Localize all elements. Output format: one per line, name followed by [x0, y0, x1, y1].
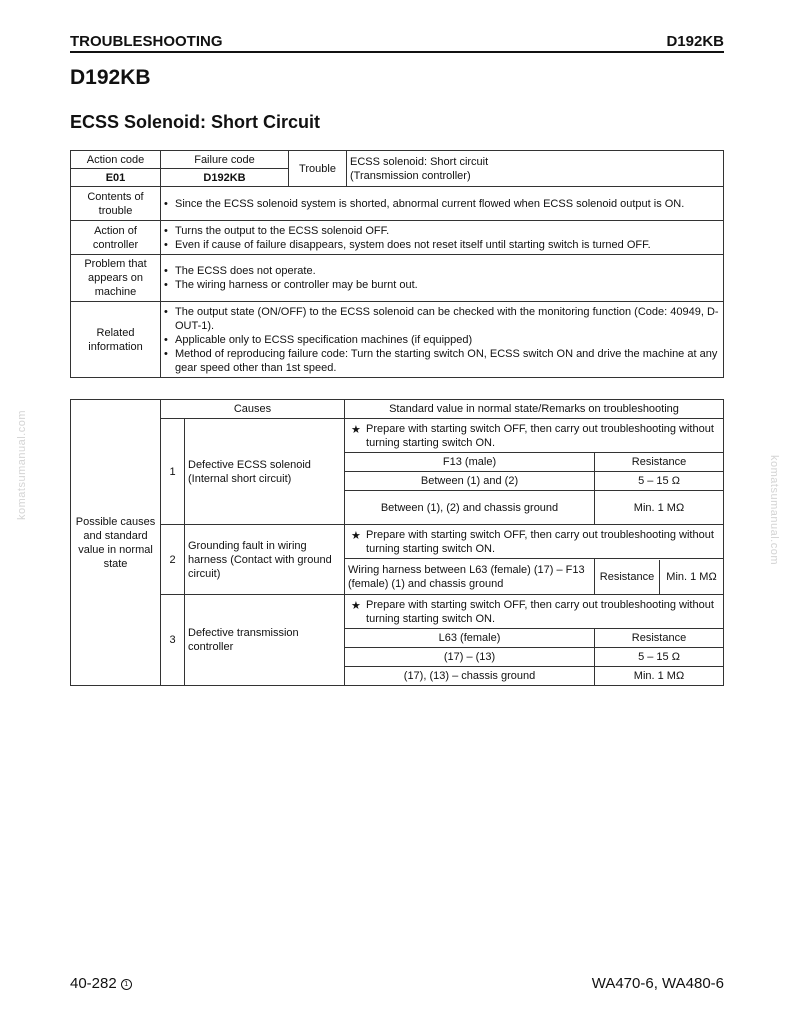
connector-header: F13 (male) [345, 453, 595, 472]
trouble-description [347, 151, 724, 187]
problem-on-machine-label: Problem that appears on machine [71, 255, 161, 302]
failure-info-table [70, 150, 724, 378]
related-information-label: Related information [71, 302, 161, 378]
standard-value: Min. 1 MΩ [595, 491, 724, 525]
action-code-label: Action code [71, 151, 161, 169]
standard-value: 5 – 15 Ω [595, 472, 724, 491]
cause-number: 1 [161, 419, 185, 525]
cause-name: Grounding fault in wiring harness (Contact with ground circuit) [185, 525, 345, 595]
action-of-controller [161, 221, 724, 255]
bullet-text: • The output state (ON/OFF) to the ECSS solenoid can be checked with the monitoring function (Code: 40949, D-OUT-1). [164, 305, 720, 333]
bullet-text: • Method of reproducing failure code: Turn the starting switch ON, ECSS switch ON and drive the machine at any gear speed other than 1st speed. [164, 347, 720, 375]
revision-mark: 1 [121, 979, 132, 990]
header-section: TROUBLESHOOTING [70, 33, 223, 50]
bullet-text: • The wiring harness or controller may be burnt out. [164, 278, 720, 292]
measurement-header: Resistance [595, 629, 724, 648]
standard-value-text: Min. 1 MΩ [666, 570, 717, 583]
section-title: ECSS Solenoid: Short Circuit [70, 112, 321, 132]
trouble-line-1: ECSS solenoid: Short circuit [350, 155, 489, 168]
related-information [161, 302, 724, 378]
measurement-point: Wiring harness between L63 (female) (17) – F13 (female) (1) and chassis ground [345, 559, 595, 595]
failure-code-title: D192KB [70, 66, 151, 89]
page-header [70, 33, 724, 53]
watermark-right: komatsumanual.com [768, 455, 780, 565]
preparation-note [345, 419, 724, 453]
bullet-text: • Applicable only to ECSS specification machines (if equipped) [164, 333, 720, 347]
bullet-text: • The ECSS does not operate. [164, 264, 720, 278]
measurement-header: Resistance [595, 453, 724, 472]
connector-header: L63 (female) [345, 629, 595, 648]
bullet-text: • Turns the output to the ECSS solenoid OFF. [164, 224, 720, 238]
note-text: Prepare with starting switch OFF, then carry out troubleshooting without turning starting switch ON. [366, 422, 714, 449]
note-text: Prepare with starting switch OFF, then carry out troubleshooting without turning starting switch ON. [366, 528, 714, 555]
cause-number: 2 [161, 525, 185, 595]
contents-of-trouble-label: Contents of trouble [71, 187, 161, 221]
star-icon: ★ [351, 529, 361, 542]
problem-on-machine [161, 255, 724, 302]
contents-of-trouble [161, 187, 724, 221]
measurement-point: (17), (13) – chassis ground [345, 667, 595, 686]
trouble-line-2: (Transmission controller) [350, 169, 471, 182]
causes-header: Causes [161, 400, 345, 419]
preparation-note [345, 595, 724, 629]
cause-number: 3 [161, 595, 185, 686]
note-text: Prepare with starting switch OFF, then carry out troubleshooting without turning starting switch ON. [366, 598, 714, 625]
failure-code-label: Failure code [161, 151, 289, 169]
standard-value-header: Standard value in normal state/Remarks on troubleshooting [345, 400, 724, 419]
page-number-text: 40-282 [70, 975, 117, 992]
page-number [70, 975, 132, 992]
bullet-text: • Even if cause of failure disappears, system does not reset itself until starting switch is turned OFF. [164, 238, 720, 252]
standard-value: 5 – 15 Ω [595, 648, 724, 667]
possible-causes-label: Possible causes and standard value in normal state [71, 400, 161, 686]
failure-code-value: D192KB [161, 169, 289, 187]
model-names: WA470-6, WA480-6 [591, 975, 724, 992]
preparation-note [345, 525, 724, 559]
measurement-point: Between (1), (2) and chassis ground [345, 491, 595, 525]
action-of-controller-label: Action of controller [71, 221, 161, 255]
measurement-point: (17) – (13) [345, 648, 595, 667]
standard-value: Min. 1 MΩ [595, 667, 724, 686]
star-icon: ★ [351, 423, 361, 436]
action-code-value: E01 [71, 169, 161, 187]
measurement-type: Resistance [595, 560, 660, 594]
bullet-text: • Since the ECSS solenoid system is shorted, abnormal current flowed when ECSS solenoid output is ON. [164, 197, 720, 211]
cause-name: Defective ECSS solenoid (Internal short circuit) [185, 419, 345, 525]
measurement-point: Between (1) and (2) [345, 472, 595, 491]
header-code: D192KB [666, 33, 724, 50]
trouble-label: Trouble [289, 151, 347, 187]
star-icon: ★ [351, 599, 361, 612]
watermark-left: komatsumanual.com [16, 410, 28, 520]
standard-value [595, 559, 724, 595]
causes-table [70, 399, 724, 686]
cause-name: Defective transmission controller [185, 595, 345, 686]
